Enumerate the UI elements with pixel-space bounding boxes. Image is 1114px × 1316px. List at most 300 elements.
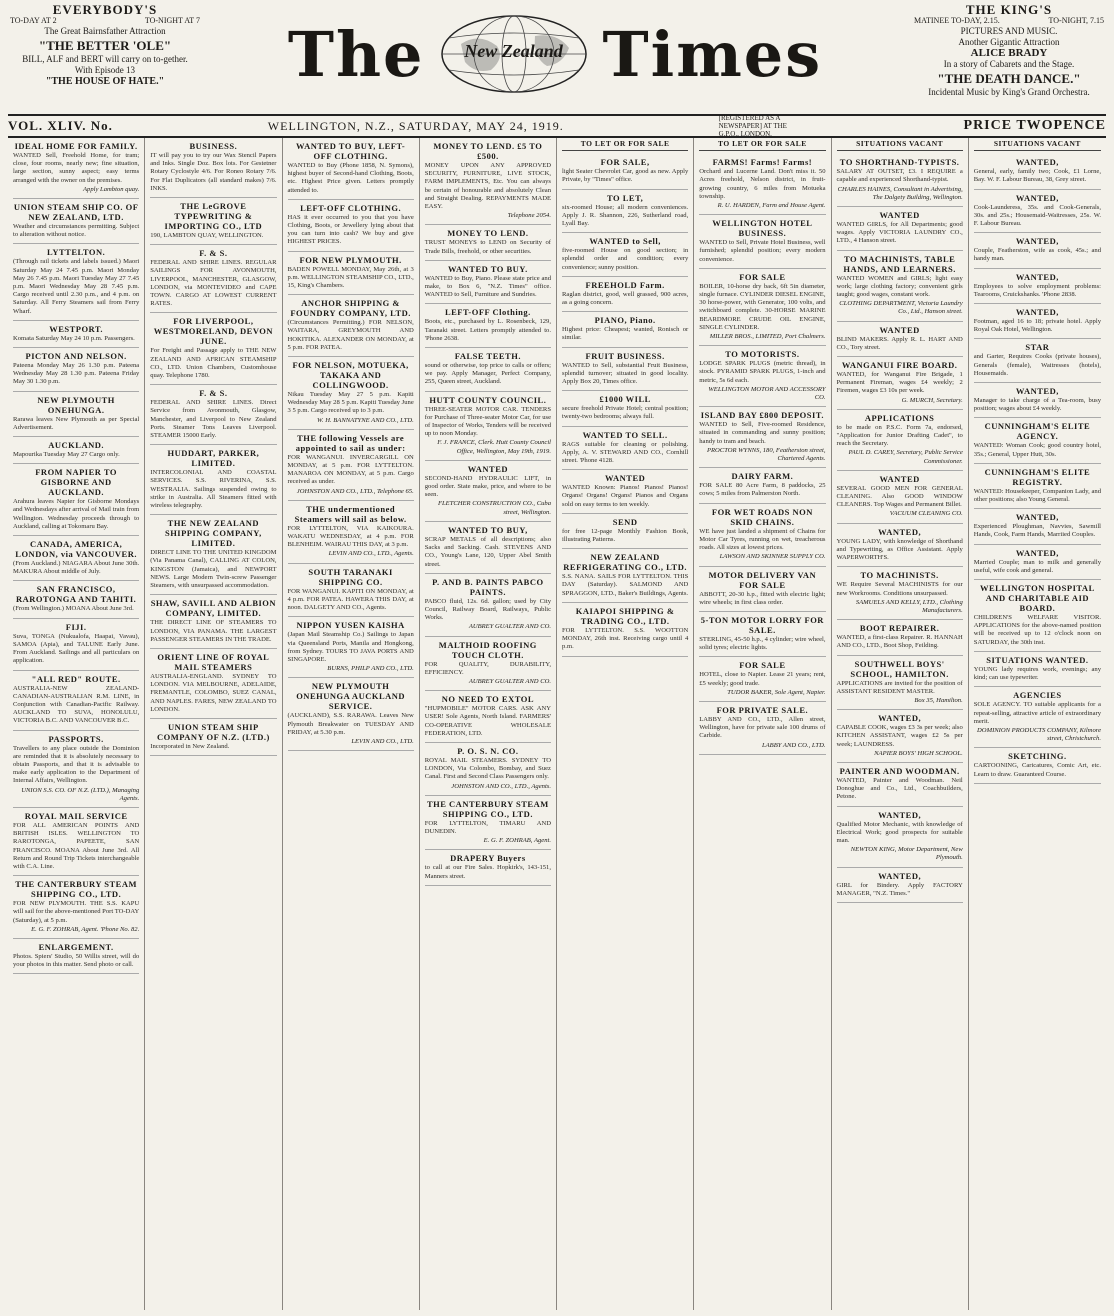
classified-ad — [699, 154, 825, 215]
ad-heading: WANTED — [879, 473, 920, 484]
ad-body: WANTED, for Wanganui Fire Brigade, 1 Permanent Fireman, wages £4 weekly; 2 Firemen, wages £3 10s per week. — [836, 371, 963, 395]
ad-body: DIRECT LINE TO THE UNITED KINGDOM (Via Panama Canal), CALLING AT COLON, KINGSTON (Jamaica), and NEWPORT NEWS. Large Modern Twin-screw Passenger Steamers, with unsurpassed accommodation. — [150, 549, 277, 590]
title-times: Times — [602, 17, 823, 91]
ad-body: Nikau Tuesday May 27 5 p.m. Kapiti Wednesday May 28 5 p.m. Kapiti Tuesday June 3 5 p.m. Cargo received up to 3 p.m. — [287, 391, 414, 415]
ad-body: 190, LAMBTON QUAY, WELLINGTON. — [150, 232, 264, 240]
ad-body: FOR SALE 80 Acre Farm, 8 paddocks, 25 cows; 5 miles from Palmerston North. — [699, 482, 826, 498]
ad-signature: WELLINGTON MOTOR AND ACCESSORY CO. — [708, 385, 826, 402]
classified-ad — [837, 710, 963, 763]
classified-ad — [13, 437, 139, 464]
ad-heading: MONEY TO LEND. — [447, 228, 529, 239]
classified-ad — [974, 383, 1101, 418]
classified-ad — [425, 392, 551, 461]
ad-heading: TO MACHINISTS. — [860, 570, 939, 581]
classified-ad — [425, 743, 551, 796]
ad-body: FOR LYTTELTON, VIA KAIKOURA. WAKATU WEDNESDAY, at 4 p.m. FOR BLENHEIM. WAIRAU THIS DAY, at 3 p.m. — [287, 524, 414, 549]
classified-ad — [288, 564, 414, 618]
ad-heading: WANGANUI FIRE BOARD. — [841, 360, 958, 371]
ad-heading: 5-TON MOTOR LORRY FOR SALE. — [700, 614, 824, 635]
classified-ad — [13, 138, 139, 199]
column-8 — [969, 138, 1106, 1310]
ad-heading: FOR PRIVATE SALE. — [716, 704, 809, 715]
ad-heading: STAR — [1025, 342, 1050, 353]
ad-body: PABCO fluid, 12s. 6d. gallon; used by City Council, Railway Board, Railways, Public Works. — [424, 597, 551, 622]
ad-signature: FLETCHER CONSTRUCTION CO., Cuba street, Wellington. — [437, 500, 551, 516]
ad-body: WANTED to Sell, Five-roomed Residence, situated in commanding and sunny position; handy to tram and beach. — [699, 421, 826, 445]
ad-body: INTERCOLONIAL AND COASTAL SERVICES. S.S. RIVERINA, S.S. WESTRALIA. Sailings suspended owing to strike in Australia. All Steamers fitted with wireless telegraphy. — [150, 469, 277, 510]
volume-number: VOL. XLIV. No. — [8, 118, 113, 133]
classified-ad — [837, 471, 963, 524]
right-ear-line4: Incidental Music by King's Grand Orchestra. — [928, 87, 1090, 97]
column-3 — [283, 138, 420, 1310]
ad-heading: FIJI. — [65, 621, 87, 632]
classified-ad — [13, 808, 139, 876]
ad-body: Arahura leaves Napier for Gisborne Mondays and Wednesdays after arrival of Mail train from Wellington. Wednesday proceeds through to Auckland, calling at Tokomaru Bay. — [13, 498, 140, 530]
classified-ad — [562, 190, 688, 234]
ad-heading: WANTED, — [1015, 307, 1059, 318]
classified-ad — [425, 637, 551, 692]
ad-signature: Apply Lambton quay. — [83, 185, 140, 193]
classified-ad — [150, 719, 276, 756]
ad-heading: FOR SALE — [739, 660, 786, 671]
ad-heading: HUDDART, PARKER, LIMITED. — [167, 448, 260, 469]
classified-ad — [425, 691, 551, 743]
ad-body: Komata Saturday May 24 10 p.m. Passengers. — [13, 334, 135, 342]
classified-ad — [974, 418, 1101, 463]
classified-ad — [974, 269, 1101, 304]
ad-body: (From Auckland.) NIAGARA About June 30th. MAKURA About middle of July. — [13, 560, 140, 576]
right-ear-star: ALICE BRADY — [970, 47, 1048, 59]
ad-heading: WANTED to Sell, — [589, 236, 661, 247]
ad-body: Footman, aged 16 to 18; private hotel. Apply Royal Oak Hotel, Wellington. — [973, 318, 1101, 334]
ad-signature: LAWSON AND SKINNER SUPPLY CO. — [719, 553, 826, 561]
classified-ad — [699, 612, 825, 657]
ad-body: For Freight and Passage apply to THE NEW ZEALAND AND AFRICAN STEAMSHIP CO., LTD. Union Chambers, Customhouse quay. Telephone 1780. — [150, 347, 277, 380]
ad-heading: IDEAL HOME FOR FAMILY. — [14, 141, 138, 151]
classified-ad — [562, 427, 688, 471]
ad-heading: LEFT-OFF CLOTHING. — [300, 202, 402, 213]
ad-heading: ROYAL MAIL SERVICE — [24, 810, 128, 821]
ad-body: FOR QUALITY, DURABILITY, EFFICIENCY. — [424, 660, 551, 676]
classified-ad — [699, 657, 825, 702]
ad-body: Weather and circumstances permitting. Subject to alteration without notice. — [13, 223, 140, 239]
ad-heading: BOOT REPAIRER. — [859, 623, 940, 634]
ad-heading: ENLARGEMENT. — [38, 941, 114, 952]
ad-heading: KAIAPOI SHIPPING & TRADING CO., LTD. — [575, 605, 675, 626]
classified-ad — [974, 339, 1101, 383]
classified-ad — [150, 138, 276, 198]
ad-heading: THE following Vessels are appointed to sail as under: — [295, 432, 406, 453]
ad-heading: SEND — [612, 516, 638, 527]
ad-body: Rarawa leaves New Plymouth as per Special Advertisement. — [13, 415, 140, 431]
classified-ad — [562, 154, 688, 189]
ad-body: Boots, etc., purchased by L. Rosenbeck, 129, Taranaki street. Letters promptly attended to. 'Phone 2638. — [424, 318, 551, 342]
left-ear-line1: The Great Bairnsfather Attraction — [44, 26, 166, 36]
classified-ad — [837, 322, 963, 357]
ad-signature: Telephone 2054. — [507, 212, 551, 220]
ad-signature: E. G. F. ZOHRAB, Agent. 'Phone No. 82. — [31, 925, 140, 933]
ad-heading: BUSINESS. — [189, 141, 238, 151]
ad-body: Married Couple; man to milk and generally useful, wife cook and general. — [973, 558, 1101, 574]
ad-heading: NEW ZEALAND REFRIGERATING CO., LTD. — [563, 552, 687, 573]
ad-body: WANTED Known: Pianos! Pianos! Pianos! Organs! Organs! Organs! Pianos and Organs sold on easy terms to ten weekly. — [562, 484, 689, 508]
classified-ad — [150, 245, 276, 313]
ad-heading: WANTED — [879, 210, 920, 221]
ad-body: Raglan district, good, well grassed, 900 acres, as a going concern. — [562, 290, 689, 307]
ad-body: WE Require Several MACHINISTS for our new Workrooms. Conditions unsurpassed. — [836, 581, 963, 597]
registration-note: [REGISTERED AS A NEWSPAPER] AT THE G.P.O., LONDON. — [718, 114, 787, 138]
ad-body: APPLICATIONS are invited for the position of ASSISTANT RESIDENT MASTER. — [836, 679, 963, 695]
right-ear-line3: In a story of Cabarets and the Stage. — [943, 59, 1075, 69]
ad-body: Highest price: Cheapest; wanted, Ronisch or similar. — [562, 326, 689, 342]
ad-body: WANTED to Buy, Piano. Please state price and make, to Box 6, "N.Z. Times" office. WANTED to Sell, Furniture and Sundries. — [424, 274, 551, 299]
ad-signature: LEVIN AND CO., LTD., Agents. — [328, 550, 414, 558]
classified-ad — [425, 574, 551, 637]
classified-ad — [150, 385, 276, 445]
ad-heading: CUNNINGHAM'S ELITE REGISTRY. — [984, 466, 1091, 487]
classified-ad — [150, 649, 276, 719]
ad-body: THREE-SEATER MOTOR CAR. TENDERS for Purchase of Three-seater Motor Car, for use of Inspector of Works, Tenders will be received up to noon Monday. — [424, 405, 551, 438]
ad-body: Cook-Launderess, 35s. and Cook-Generals, 30s. and 25s.; Housemaid-Waitresses, 25s. W. F. Labour Bureau. — [973, 203, 1101, 228]
ad-heading: P. AND B. PAINTS PABCO PAINTS. — [432, 576, 544, 597]
classified-ad — [13, 321, 139, 348]
ad-body: Travellers to any place outside the Dominion are reminded that it is absolutely necessary to obtain Passports, and that it is advisable to make early application to the Department of Internal Affairs, Wellington. — [13, 744, 140, 785]
ad-body: (Through rail tickets and labels issued.) Maori Saturday May 24 7.45 p.m. Maori Monday May 26 7.45 p.m. Maori Tuesday May 27 7.45 p.m. Maori Wednesday May 28 7.45 p.m. Cargo received until 2.30 p.m., and 4 p.m. on Saturday. All Ferry Steamers sail from Ferry Wharf. — [13, 258, 140, 315]
issue-price: PRICE TWOPENCE — [963, 118, 1106, 133]
ad-heading: WANTED, — [1015, 512, 1059, 523]
classified-ad — [974, 304, 1101, 339]
ad-body: AUSTRALIA-ENGLAND. SYDNEY TO LONDON. VIA MELBOURNE, ADELAIDE, FREMANTLE, COLOMBO, SUEZ CANAL, AND NAPLES. FARES, NEW ZEALAND TO LONDON. — [150, 672, 277, 713]
classified-ad — [288, 138, 414, 200]
classified-ad — [837, 567, 963, 620]
left-ear-today: TO-DAY AT 2 — [10, 16, 57, 25]
ad-heading: "ALL RED" ROUTE. — [31, 673, 121, 684]
title-the: The — [287, 17, 425, 91]
classified-ad — [562, 603, 688, 657]
ad-heading: WANTED, — [1015, 547, 1059, 558]
right-ear-line1: PICTURES AND MUSIC. — [960, 26, 1058, 36]
ad-heading: CANADA, AMERICA, LONDON, via VANCOUVER. — [15, 539, 137, 560]
classified-ad — [699, 567, 825, 612]
ad-body: HOTEL, close to Napier. Lease 21 years; rent, £5 weekly; good trade. — [699, 671, 826, 687]
column-5 — [557, 138, 694, 1310]
ad-body: WANTED: Woman Cook; good country hotel, 35s.; General, Upper Hutt, 30s. — [973, 442, 1101, 458]
ad-body: Qualified Motor Mechanic, with knowledge of Electrical Work; good prospects for suitable man. — [836, 820, 963, 844]
ad-signature: SAMUELS AND KELLY, LTD., Clothing Manufacturers. — [855, 598, 963, 614]
ad-body: (From Wellington.) MOANA About June 3rd. — [13, 605, 134, 613]
ad-body: SALARY AT OUTSET, £3. I REQUIRE a capable and experienced Shorthand-typist. — [836, 168, 963, 184]
ad-body: WANTED, Painter and Woodman. Neil Donoghue and Co., Ltd., Coachbuilders, Petone. — [836, 776, 963, 801]
ad-heading: MONEY TO LEND. £5 TO £500. — [433, 141, 543, 161]
ad-heading: SAN FRANCISCO, RAROTONGA AND TAHITI. — [15, 584, 137, 605]
classified-ad — [837, 763, 963, 807]
classified-ad — [837, 807, 963, 868]
ad-heading: THE undermentioned Steamers will sail as below. — [294, 503, 407, 524]
left-ear-show: "THE BETTER 'OLE" — [38, 38, 172, 53]
classified-ad — [699, 702, 825, 755]
ad-body: light Seater Chevrolet Car, good as new. Apply Private, by "Times" office. — [562, 168, 689, 184]
classified-ad — [13, 731, 139, 808]
column-4 — [420, 138, 557, 1310]
ad-body: YOUNG lady requires work, evenings; any kind; can use typewriter. — [973, 665, 1101, 682]
classified-ad — [13, 464, 139, 536]
ad-heading: NIPPON YUSEN KAISHA — [296, 620, 405, 631]
ad-heading: TO MOTORISTS. — [725, 349, 800, 360]
ad-body: FOR LYTTELTON, TIMARU AND DUNEDIN. — [424, 819, 551, 835]
ad-body: IT will pay you to try our Wax Stencil Papers and Inks. Single Doz. Box lots. For Gestetner Rotary Cyclostyle 4/6. For Roneo Rotary 7/6. For Flat Duplicators (all standard makes) 7/6. INKS. — [150, 152, 277, 192]
ad-body: five-roomed House on good section; in splendid order and condition; every convenience; sunny position. — [562, 247, 689, 271]
ad-heading: WANTED — [467, 463, 509, 474]
ad-heading: £1000 WILL — [599, 394, 651, 405]
ad-body: Suva, TONGA (Nukualofa, Haapai, Vavau), SAMOA (Apia), and TALUNE Early June. From Auckland. Sailings and all particulars on application. — [13, 632, 140, 665]
classified-ad — [562, 514, 688, 549]
ad-body: LODGE SPARK PLUGS (metric thread), in stock. PYRAMID SPARK PLUGS, 1-inch and metric, 5s 6d each. — [699, 360, 826, 384]
left-ear-ad — [10, 4, 200, 87]
classified-ad — [699, 504, 825, 567]
classified-ad — [13, 619, 139, 671]
classified-ad — [562, 277, 688, 312]
classified-ad — [288, 430, 414, 501]
ad-heading: FARMS! Farms! Farms! — [712, 157, 813, 168]
ad-body: ABBOTT, 20-30 h.p., fitted with electric light; wire wheels; in first class order. — [699, 590, 826, 606]
ad-heading: FOR NELSON, MOTUEKA, TAKAKA AND COLLINGWOOD. — [292, 360, 409, 391]
ad-heading: MOTOR DELIVERY VAN FOR SALE — [708, 569, 817, 590]
column-2 — [145, 138, 282, 1310]
ad-signature: TUDOR BAKER, Sole Agent, Napier. — [727, 688, 826, 696]
ad-heading: THE LeGROVE TYPEWRITING & IMPORTING CO., LTD — [164, 201, 263, 232]
ad-heading: FOR NEW PLYMOUTH. — [299, 254, 402, 265]
ad-body: FEDERAL AND SHIRE LINES. Direct Service from Avonmouth, Glasgow, Manchester, and Liverpool to New Zealand Ports. Steamer Tons Leaves Liverpool. STEAMER 15000 Early. — [150, 399, 277, 440]
classified-ad — [974, 687, 1101, 748]
ad-body: for free 12-page Monthly Fashion Book, illustrating Patterns. — [562, 527, 689, 544]
left-ear-serial: "THE HOUSE OF HATE." — [45, 76, 165, 87]
ad-body: six-roomed House; all modern conveniences. Apply J. R. Shannon, 226, Sutherland road, Lyall Bay. — [562, 203, 689, 228]
ad-heading: AUCKLAND. — [48, 440, 104, 451]
ad-heading: SITUATIONS WANTED. — [986, 654, 1089, 665]
ad-heading: PIANO, Piano. — [594, 315, 656, 326]
ad-body: and Garter, Requires Cooks (private houses), Generals (female), Waitresses (hotels), Housemaids. — [973, 353, 1101, 377]
ad-body: to call at our Fire Sales. Hopkirk's, 143-151, Manners street. — [424, 864, 551, 880]
left-ear-line2: BILL, ALF and BERT will carry on to-gether. — [22, 54, 188, 64]
globe-emblem — [439, 14, 589, 94]
ad-body: Couple, Featherston, wife as cook, 45s.; and handy man. — [973, 247, 1101, 263]
ad-body: SECOND-HAND HYDRAULIC LIFT, in good order. State make, price, and where to be seen. — [424, 474, 551, 499]
ad-heading: NO NEED TO EXTOL — [441, 694, 535, 705]
classified-ad — [699, 407, 825, 468]
classified-ad — [13, 244, 139, 320]
column-heading: TO LET OR FOR SALE — [562, 138, 688, 151]
ad-heading: PAINTER AND WOODMAN. — [839, 765, 960, 776]
ad-heading: FOR SALE — [739, 271, 786, 282]
ad-body: FOR NEW PLYMOUTH. THE S.S. KAPU will sail for the above-mentioned Port TO-DAY (Saturday), at 5 p.m. — [13, 900, 140, 924]
ad-body: Employees to solve employment problems: Tearooms, Cruickshanks. 'Phone 2838. — [973, 282, 1101, 298]
ad-heading: F. & S. — [199, 388, 228, 399]
ad-body: BLIND MAKERS. Apply R. L. HART AND CO., Tory street. — [836, 335, 963, 351]
ad-signature: Box 35, Hamilton. — [914, 696, 963, 704]
ad-heading: UNION STEAM SHIP COMPANY OF N.Z. (LTD.) — [156, 721, 270, 742]
ad-body: MONEY UPON ANY APPROVED SECURITY, FURNITURE, LIVE STOCK, FARM IMPLEMENTS, Etc. You can always be certain of honourable and absolutely Clean and Straight Dealing. REPAYMENTS MADE EASY. — [424, 162, 551, 211]
right-ear-matinee: MATINEE TO-DAY, 2.15. — [914, 16, 1000, 25]
ad-body: HAS it ever occurred to you that you have Clothing, Boots, or Jewellery lying about that you can turn into cash? We buy and give HIGHEST PRICES. — [287, 213, 414, 246]
ad-body: STERLING, 45-50 h.p., 4 cylinder; wire wheel, solid tyres; electric lights. — [699, 635, 826, 652]
ad-heading: WELLINGTON HOSPITAL AND CHARITABLE AID BOARD. — [979, 583, 1095, 614]
classified-ad — [974, 580, 1101, 652]
ad-heading: LYTTELTON. — [46, 247, 106, 258]
ad-heading: SOUTHWELL BOYS' SCHOOL, HAMILTON. — [850, 658, 949, 679]
ad-body: GIRL for Bindery. Apply FACTORY MANAGER, "N.Z. Times." — [836, 881, 963, 897]
column-heading: SITUATIONS VACANT — [837, 138, 963, 151]
ad-body: BOILER, 10-horse dry back, 6ft 5in diameter, single furnace. CYLINDER DIESEL ENGINE, 30 horse-power, with Generator, 100 volts, and switchboard complete. 30-HORSE MARINE BEARDMORE CRUDE OIL ENGINE, SINGLE CYLINDER. — [699, 282, 826, 331]
classified-ad — [150, 198, 276, 245]
classified-ad — [974, 464, 1101, 509]
classified-ad — [150, 313, 276, 385]
ad-heading: WANTED — [879, 324, 920, 335]
classified-ad — [425, 850, 551, 885]
column-heading: TO LET OR FOR SALE — [699, 138, 825, 151]
classified-ad — [562, 312, 688, 347]
classified-ad — [425, 796, 551, 851]
issue-date: WELLINGTON, N.Z., SATURDAY, MAY 24, 1919. — [267, 118, 564, 133]
right-ear-show: "THE DEATH DANCE." — [937, 71, 1081, 86]
classified-ad — [288, 252, 414, 296]
classified-ad — [425, 138, 551, 225]
ad-signature: E. G. F. ZOHRAB, Agent. — [483, 837, 551, 845]
ad-body: Manager to take charge of a Tea-room, busy position; wages about £4 weekly. — [973, 397, 1101, 413]
classified-ad — [837, 207, 963, 251]
right-ear-tonight: TO-NIGHT, 7.15 — [1048, 16, 1104, 25]
ad-heading: LEFT-OFF Clothing. — [444, 307, 531, 318]
classified-ad — [13, 348, 139, 392]
classified-ad — [974, 748, 1101, 783]
newspaper-title — [235, 4, 875, 104]
ad-body: WANTED, a first-class Repairer. R. HANNAH AND CO., LTD., Boot Shop, Feilding. — [836, 634, 963, 650]
ad-body: Mapourika Tuesday May 27 Cargo only. — [13, 451, 120, 459]
ad-heading: F. & S. — [199, 248, 228, 259]
classified-ad — [13, 671, 139, 731]
classified-ad — [288, 678, 414, 751]
right-ear-line2: Another Gigantic Attraction — [958, 37, 1060, 47]
classified-ad — [425, 348, 551, 392]
classified-ad — [425, 225, 551, 260]
classified-ad — [837, 620, 963, 655]
title-new-zealand: New Zealand — [464, 41, 563, 61]
ad-heading: FRUIT BUSINESS. — [585, 350, 665, 361]
ad-signature: G. MURCH, Secretary. — [901, 396, 963, 404]
ad-body: WANTED GIRLS, for All Departments; good wages. Apply VICTORIA LAUNDRY CO., LTD., 4 Hanson street. — [836, 221, 963, 245]
ad-body: Orchard and Lucerne Land. Don't miss it. 50 Acres freehold, Nelson district, in fruit-growing country, 6 miles from Motueka township. — [699, 168, 826, 200]
classified-ad — [13, 876, 139, 939]
classified-ad — [974, 190, 1101, 234]
dateline-bar — [8, 114, 1106, 138]
ad-heading: MALTHOID ROOFING TOUCH CLOTH. — [438, 639, 537, 660]
ad-body: FOR WANGANUI. INVERCARGILL ON MONDAY, at 5 p.m. FOR LYTTELTON. MANAROA ON MONDAY, at 5 p.m. Cargo received as under. — [287, 453, 414, 486]
classified-ad — [699, 468, 825, 503]
ad-signature: W. H. BANNATYNE AND CO., LTD. — [317, 416, 414, 424]
classified-ad — [425, 522, 551, 574]
ad-signature: JOHNSTON AND CO., LTD., Telephone 65. — [296, 487, 414, 495]
ad-signature: NEWTON KING, Motor Department, New Plymouth. — [850, 846, 963, 862]
ad-heading: SKETCHING. — [1008, 751, 1067, 762]
ad-heading: WANTED TO BUY. — [447, 263, 528, 274]
column-7 — [832, 138, 969, 1310]
masthead — [0, 0, 1114, 110]
ad-signature: AUBREY GUALTER AND CO. — [468, 623, 551, 631]
ad-body: FOR WANGANUI. KAPITI ON MONDAY, at 4 p.m. FOR PATEA. HAWERA THIS DAY, at noon. DALGETY AND CO., Agents. — [287, 587, 414, 612]
classified-ad — [974, 154, 1101, 189]
classified-ad — [150, 595, 276, 649]
ad-body: SOLE AGENCY. TO suitable applicants for a repeat-selling, attractive article of extraordinary merit. — [973, 701, 1101, 725]
ad-body: SEVERAL GOOD MEN FOR GENERAL CLEANING. Also GOOD WINDOW CLEANERS. Top Wages and Permanent Billet. — [836, 484, 963, 509]
ad-body: BADEN POWELL MONDAY, May 26th, at 3 p.m. WELLINGTON STEAMSHIP CO., LTD., 15, King's Chambers. — [287, 265, 414, 290]
ad-body: CAPABLE COOK, wages £3 3s per week; also KITCHEN ASSISTANT, wages £2 5s per week; LAUNDRESS. — [836, 724, 963, 748]
ad-heading: WELLINGTON HOTEL BUSINESS. — [712, 218, 813, 239]
ad-body: Photos. Spiers' Studio, 50 Willis street, will do your photos in this matter. Send photo or call. — [13, 952, 140, 969]
ad-signature: BURNS, PHILP AND CO., LTD. — [327, 665, 414, 673]
ad-body: SCRAP METALS of all descriptions; also Sacks and Sacking. Cash. STEVENS AND CO., Young's Lane, 120, Upper Abel Smith street. — [424, 535, 551, 568]
ad-body: WANTED: Housekeeper, Companion Lady, and other positions; also Young General. — [973, 487, 1101, 504]
ad-heading: WANTED TO SELL. — [582, 429, 668, 440]
ad-signature: UNION S.S. CO. OF N.Z. (LTD.), Managing Agents. — [21, 786, 140, 802]
classified-ad — [837, 410, 963, 471]
classified-ad — [150, 515, 276, 595]
classified-ad — [288, 501, 414, 564]
ad-heading: WANTED, — [1015, 192, 1059, 203]
ad-signature: R. U. HARDEN, Farm and House Agent. — [717, 202, 826, 210]
classified-ad — [837, 656, 963, 711]
ad-heading: FREEHOLD Farm. — [585, 279, 665, 290]
classified-ad — [562, 470, 688, 514]
ad-body: WANTED to Buy (Phone 1858, N. Symons), highest buyer of Second-hand Clothing, Boots, etc. Highest Price given. Letters promptly attended to. — [287, 162, 414, 194]
right-ear-ad — [914, 4, 1104, 98]
ad-signature: LABBY AND CO., LTD. — [761, 741, 826, 749]
ad-heading: SHAW, SAVILL AND ALBION COMPANY, LIMITED. — [150, 598, 277, 619]
classified-ad — [974, 545, 1101, 580]
ad-heading: CUNNINGHAM'S ELITE AGENCY. — [984, 421, 1091, 442]
ad-body: sound or otherwise, top price to calls or offers; we pay. Apply Manager, Perfect Company, 255, Queen street, Auckland. — [424, 362, 551, 386]
ad-body: THE DIRECT LINE OF STEAMERS TO LONDON, VIA PANAMA. THE LARGEST PASSENGER STEAMERS IN THE TRADE. — [150, 619, 277, 643]
ad-heading: WANTED, — [878, 870, 922, 881]
ad-heading: WANTED, — [1015, 236, 1059, 247]
ad-heading: WANTED, — [878, 713, 922, 724]
ad-body: S.S. NANA. SAILS FOR LYTTELTON. THIS DAY (Saturday). SALMOND AND SPRAGGON, LTD., Baker's Buildings, Agents. — [562, 573, 689, 597]
ad-heading: WANTED, — [1015, 271, 1059, 282]
ad-body: RAGS suitable for cleaning or polishing. Apply, A. V. STEWARD AND CO., Cornhill street. 'Phone 4128. — [562, 440, 689, 465]
classified-ad — [425, 461, 551, 522]
column-heading: SITUATIONS VACANT — [974, 138, 1101, 151]
ad-heading: AGENCIES — [1013, 690, 1062, 701]
ad-body: TRUST MONEYS to LEND on Security of Trade Bills, freehold, or other securities. — [424, 239, 551, 255]
ad-body: Experienced Ploughman, Navvies, Sawmill Hands, Cook, Farm Hands, Marriied Couples. — [973, 523, 1101, 539]
ad-heading: WANTED TO BUY, LEFT-OFF CLOTHING. — [296, 141, 406, 161]
ad-body: WANTED to Sell, substantial Fruit Business, splendid turnover; situated in good locality. Apply Box 20, Times office. — [562, 361, 689, 386]
ad-heading: SOUTH TARANAKI SHIPPING CO. — [308, 566, 393, 587]
ad-signature: NAPIER BOYS' HIGH SCHOOL. — [874, 749, 963, 757]
left-ear-line3: With Episode 13 — [74, 65, 136, 75]
ad-body: (Circumstances Permitting.) FOR NELSON, WAITARA, GREYMOUTH AND HOKITIKA. ALEXANDER ON MONDAY, at 5 p.m. FOR PATEA. — [287, 319, 414, 351]
ad-heading: FROM NAPIER TO GISBORNE AND AUCKLAND. — [35, 467, 118, 498]
ad-heading: WANTED, — [1015, 386, 1059, 397]
ad-signature: MILLER BROS., LIMITED, Port Chalmers. — [709, 333, 826, 341]
ad-heading: UNION STEAM SHIP CO. OF NEW ZEALAND, LTD. — [13, 202, 139, 223]
ad-heading: WESTPORT. — [49, 323, 104, 334]
classified-ad — [562, 549, 688, 603]
ad-body: FOR ALL AMERICAN POINTS AND BRITISH ISLES. WELLINGTON TO RAROTONGA, PAPEETE, SAN FRANCISCO. MOANA About June 3rd. All Return and Round Trip Tickets interchangeable with C.A. Line. — [13, 821, 140, 870]
ad-body: General, early, family two; Cook, £1 Lorne, Bay. W. F. Labour Bureau, 38, Grey street. — [973, 168, 1101, 184]
ad-heading: DAIRY FARM. — [731, 471, 794, 482]
classified-ad — [974, 509, 1101, 544]
ad-body: WANTED WOMEN and GIRLS; light easy work; large clothing factory; convenient girls taught; good wages, constant work. — [836, 274, 963, 299]
ad-body: WE have just landed a shipment of Chains for Motor Car Tyres, running on wet, treacherous roads. All sizes at lowest prices. — [699, 527, 826, 552]
